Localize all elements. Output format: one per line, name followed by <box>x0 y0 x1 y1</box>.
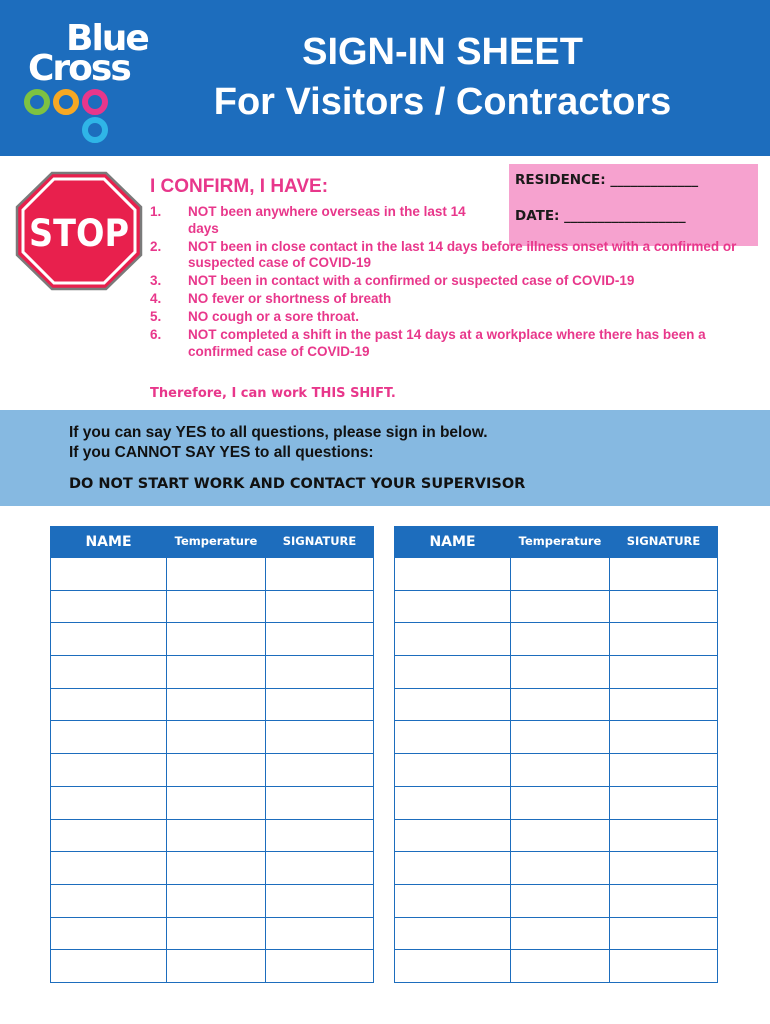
table-header-row <box>51 527 374 558</box>
column-header-signature: SIGNATURE <box>610 527 718 558</box>
table-row <box>395 656 718 689</box>
temperature-cell[interactable] <box>167 819 266 852</box>
page-title: SIGN-IN SHEET <box>302 31 583 73</box>
signature-cell[interactable] <box>610 558 718 591</box>
confirm-list <box>150 204 750 362</box>
list-item: 6. NOT completed a shift in the past 14 days at a workplace where there has been a confirmed case of COVID-19 <box>150 327 706 359</box>
temperature-cell[interactable] <box>511 884 610 917</box>
signature-cell[interactable] <box>610 590 718 623</box>
temperature-cell[interactable] <box>167 656 266 689</box>
temperature-cell[interactable] <box>511 623 610 656</box>
table-row <box>395 950 718 983</box>
table-row <box>51 786 374 819</box>
name-cell[interactable] <box>51 721 167 754</box>
name-cell[interactable] <box>51 786 167 819</box>
table-row <box>51 917 374 950</box>
residence-field: RESIDENCE: _____________ <box>515 172 699 188</box>
name-cell[interactable] <box>51 917 167 950</box>
table-row <box>395 786 718 819</box>
table-row <box>395 590 718 623</box>
table-row <box>395 852 718 885</box>
list-item: 4. NO fever or shortness of breath <box>150 291 392 306</box>
column-header-temperature: Temperature <box>511 527 610 558</box>
name-cell[interactable] <box>395 590 511 623</box>
signature-cell[interactable] <box>266 656 374 689</box>
table-row <box>395 884 718 917</box>
blue-cross-logo <box>22 18 172 147</box>
name-cell[interactable] <box>51 819 167 852</box>
table-row <box>51 590 374 623</box>
name-cell[interactable] <box>395 852 511 885</box>
table-row <box>51 656 374 689</box>
temperature-cell[interactable] <box>167 917 266 950</box>
temperature-cell[interactable] <box>511 917 610 950</box>
sign-in-table-left <box>50 526 374 983</box>
signature-cell[interactable] <box>266 721 374 754</box>
name-cell[interactable] <box>51 950 167 983</box>
logo-rings-icon <box>22 18 172 147</box>
name-cell[interactable] <box>51 884 167 917</box>
signature-cell[interactable] <box>610 623 718 656</box>
signature-cell[interactable] <box>266 590 374 623</box>
temperature-cell[interactable] <box>511 852 610 885</box>
signature-cell[interactable] <box>266 852 374 885</box>
signature-cell[interactable] <box>610 950 718 983</box>
table-row <box>395 721 718 754</box>
column-header-name: NAME <box>51 527 167 558</box>
table-row <box>51 852 374 885</box>
logo-ring-orange <box>56 92 76 112</box>
table-row <box>395 819 718 852</box>
confirm-heading: I CONFIRM, I HAVE: <box>150 176 329 197</box>
name-cell[interactable] <box>395 884 511 917</box>
signature-cell[interactable] <box>266 623 374 656</box>
name-cell[interactable] <box>51 623 167 656</box>
signature-cell[interactable] <box>610 852 718 885</box>
stop-sign-text: STOP <box>29 212 129 255</box>
temperature-cell[interactable] <box>511 721 610 754</box>
temperature-cell[interactable] <box>167 623 266 656</box>
signature-cell[interactable] <box>610 754 718 787</box>
logo-ring-green <box>27 92 47 112</box>
temperature-cell[interactable] <box>167 721 266 754</box>
temperature-cell[interactable] <box>167 786 266 819</box>
instruction-no: If you CANNOT SAY YES to all questions: <box>69 444 374 461</box>
list-item: 2. NOT been in close contact in the last 14 days before illness onset with a confirmed or suspected case of COVID-19 <box>150 238 737 270</box>
temperature-cell[interactable] <box>167 688 266 721</box>
temperature-cell[interactable] <box>167 950 266 983</box>
signature-cell[interactable] <box>266 917 374 950</box>
signature-cell[interactable] <box>266 786 374 819</box>
name-cell[interactable] <box>51 558 167 591</box>
list-item: 3. NOT been in contact with a confirmed or suspected case of COVID-19 <box>150 273 635 288</box>
table-row <box>51 950 374 983</box>
list-item: 5. NO cough or a sore throat. <box>150 309 360 324</box>
table-row <box>395 558 718 591</box>
signature-cell[interactable] <box>610 721 718 754</box>
name-cell[interactable] <box>51 590 167 623</box>
signature-cell[interactable] <box>610 884 718 917</box>
temperature-cell[interactable] <box>511 754 610 787</box>
temperature-cell[interactable] <box>167 754 266 787</box>
table-header-row <box>395 527 718 558</box>
instruction-banner <box>0 410 770 506</box>
name-cell[interactable] <box>395 786 511 819</box>
signature-cell[interactable] <box>266 819 374 852</box>
name-cell[interactable] <box>395 721 511 754</box>
name-cell[interactable] <box>395 623 511 656</box>
signature-cell[interactable] <box>266 688 374 721</box>
therefore-statement: Therefore, I can work THIS SHIFT. <box>150 386 396 401</box>
table-row <box>395 754 718 787</box>
signature-cell[interactable] <box>610 917 718 950</box>
header-bar <box>0 0 770 156</box>
name-cell[interactable] <box>51 656 167 689</box>
column-header-name: NAME <box>395 527 511 558</box>
table-row <box>51 558 374 591</box>
logo-ring-pink <box>85 92 105 112</box>
temperature-cell[interactable] <box>511 558 610 591</box>
logo-ring-cyan <box>85 120 105 140</box>
temperature-cell[interactable] <box>167 852 266 885</box>
temperature-cell[interactable] <box>167 884 266 917</box>
name-cell[interactable] <box>395 656 511 689</box>
signature-cell[interactable] <box>266 754 374 787</box>
instruction-warning: DO NOT START WORK AND CONTACT YOUR SUPERVISOR <box>69 476 526 492</box>
signature-cell[interactable] <box>266 950 374 983</box>
name-cell[interactable] <box>51 688 167 721</box>
stop-sign-icon <box>14 170 144 292</box>
signature-cell[interactable] <box>610 819 718 852</box>
table-row <box>51 688 374 721</box>
temperature-cell[interactable] <box>511 786 610 819</box>
name-cell[interactable] <box>395 950 511 983</box>
instruction-yes: If you can say YES to all questions, please sign in below. <box>69 424 488 441</box>
column-header-signature: SIGNATURE <box>266 527 374 558</box>
logo-text-cross: Cross <box>28 48 130 89</box>
page-subtitle: For Visitors / Contractors <box>213 81 672 123</box>
temperature-cell[interactable] <box>167 590 266 623</box>
logo-text-blue: Blue <box>66 18 148 59</box>
signature-cell[interactable] <box>266 558 374 591</box>
table-row <box>51 884 374 917</box>
table-row <box>395 623 718 656</box>
table-row <box>395 917 718 950</box>
temperature-cell[interactable] <box>511 819 610 852</box>
signature-cell[interactable] <box>610 688 718 721</box>
signature-cell[interactable] <box>266 884 374 917</box>
table-row <box>51 754 374 787</box>
table-row <box>51 721 374 754</box>
signature-cell[interactable] <box>610 786 718 819</box>
temperature-cell[interactable] <box>511 656 610 689</box>
temperature-cell[interactable] <box>167 558 266 591</box>
date-field: DATE: __________________ <box>515 208 686 224</box>
table-row <box>395 688 718 721</box>
name-cell[interactable] <box>51 852 167 885</box>
temperature-cell[interactable] <box>511 688 610 721</box>
table-row <box>51 623 374 656</box>
name-cell[interactable] <box>395 688 511 721</box>
temperature-cell[interactable] <box>511 590 610 623</box>
name-cell[interactable] <box>395 754 511 787</box>
signature-cell[interactable] <box>610 656 718 689</box>
list-item: 1. NOT been anywhere overseas in the last 14 days <box>150 204 466 236</box>
name-cell[interactable] <box>395 819 511 852</box>
name-cell[interactable] <box>395 558 511 591</box>
sign-in-table-right <box>394 526 718 983</box>
column-header-temperature: Temperature <box>167 527 266 558</box>
temperature-cell[interactable] <box>511 950 610 983</box>
table-row <box>51 819 374 852</box>
name-cell[interactable] <box>395 917 511 950</box>
name-cell[interactable] <box>51 754 167 787</box>
